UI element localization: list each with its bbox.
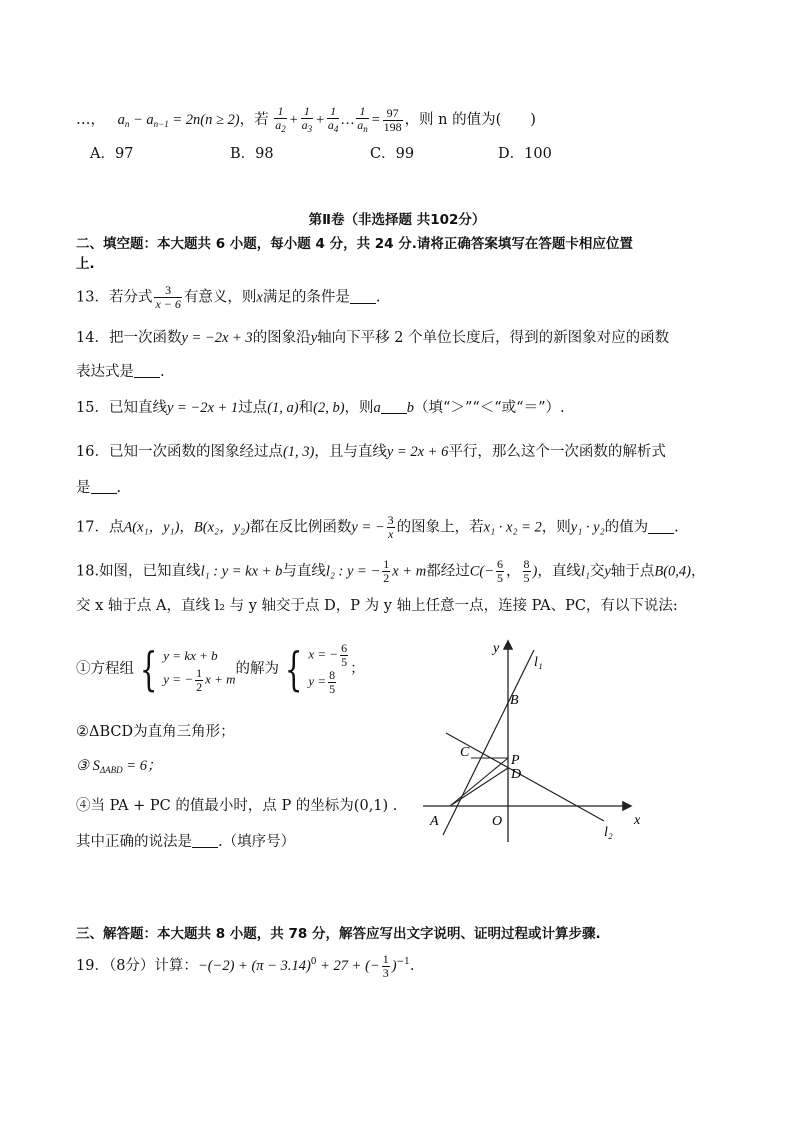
q18-l1-equation: l₁ : y = kx + b bbox=[200, 563, 283, 580]
q15-point2: (2, b) bbox=[313, 400, 345, 416]
line-l1 bbox=[443, 650, 534, 835]
q14-text2: 的图象沿 bbox=[252, 330, 311, 346]
q12-recurrence: $a_n - a_{n-1} = 2n(n \ge 2)$ bbox=[117, 111, 240, 129]
q13-text3: 满足的条件是 bbox=[262, 289, 350, 306]
q13 bbox=[76, 284, 380, 311]
q18-c-close: ) bbox=[532, 563, 538, 580]
q15-a: a bbox=[373, 400, 381, 416]
q18-c-x: $\frac{6}{5}$ bbox=[497, 557, 503, 585]
q13-text: 若分式 bbox=[108, 289, 153, 306]
label-l2: l₂ bbox=[604, 825, 613, 840]
q12-ask: ，则 n 的值为( ) bbox=[404, 111, 536, 128]
q12-option-b: B．98 bbox=[230, 146, 274, 162]
label-a: A bbox=[430, 814, 439, 829]
q17-text2: 都在反比例函数 bbox=[249, 519, 352, 536]
segment-ad bbox=[450, 768, 508, 806]
q18-text: 如图，已知直线 bbox=[99, 563, 201, 580]
q17-sep: ， bbox=[179, 519, 194, 536]
q18-figure bbox=[418, 630, 648, 850]
q14-end: . bbox=[160, 364, 165, 380]
section3-heading: 三、解答题：本大题共 8 小题，共 78 分，解答应写出文字说明、证明过程或计算步骤. bbox=[76, 926, 601, 942]
q18-pass: 都经过 bbox=[426, 563, 470, 580]
section2-heading-tail: 上. bbox=[76, 256, 95, 272]
q14-function: y = −2x + 3 bbox=[181, 330, 253, 346]
q18-text3: ，直线 bbox=[537, 563, 581, 580]
q12-option-c: C．99 bbox=[370, 146, 415, 162]
q12-sum: $\frac{1}{a_2}$ + $\frac{1}{a_3}$ + $\frac{1}{a_4}$ … $\frac{1}{a_n}$ = $\frac{97}{198}$ bbox=[275, 104, 402, 134]
q18-s3-label: ③ S bbox=[76, 758, 100, 774]
q14-axis: y bbox=[310, 330, 318, 346]
q18-s3-rest: = 6； bbox=[122, 758, 162, 774]
q17-ask2: 的值为 bbox=[604, 519, 649, 536]
q12-option-d: D．100 bbox=[498, 146, 552, 162]
segment-ap bbox=[450, 758, 508, 806]
q15-number: 15． bbox=[76, 400, 109, 416]
q18-s3-sub: ΔABD bbox=[99, 765, 123, 775]
q15-b: b bbox=[406, 400, 415, 416]
q18-l1-name: l₁ bbox=[580, 563, 590, 580]
q16-end: . bbox=[116, 480, 122, 496]
q15-hint: （填“＞”“＜“或“＝”）. bbox=[414, 400, 565, 416]
q17-fraction: $\frac{3}{x}$ bbox=[387, 513, 394, 541]
q18-c-sep: ， bbox=[506, 563, 521, 580]
q19-expr: −(−2) + (π − 3.14) bbox=[197, 958, 311, 974]
q14-text: 把一次函数 bbox=[108, 330, 182, 346]
q18-line2: 交 x 轴于点 A，直线 l₂ 与 y 轴交于点 D，P 为 y 轴上任意一点，连接 PA、PC，有以下说法: bbox=[76, 598, 678, 614]
q17-point-a: A(x₁，y₁) bbox=[123, 519, 180, 536]
q16-text3: 平行，那么这个一次函数的解析式 bbox=[448, 444, 666, 460]
q18-statement-2: ②ΔBCD为直角三角形； bbox=[76, 724, 235, 740]
q18-s1-solution: x = − $\frac{6}{5}$ y = $\frac{8}{5}$ bbox=[308, 641, 348, 696]
label-o: O bbox=[492, 814, 503, 829]
q18-statement-3 bbox=[76, 756, 161, 780]
q16-line2 bbox=[76, 478, 121, 498]
q14-line2 bbox=[76, 362, 165, 382]
label-x: x bbox=[634, 813, 641, 828]
q18-statement-1 bbox=[76, 642, 365, 708]
left-brace-icon: { bbox=[284, 642, 303, 696]
q18-l2-equation: l₂ : y = − bbox=[325, 563, 381, 580]
q14-text3: 轴向下平移 2 个单位长度后，得到的新图象对应的函数 bbox=[317, 330, 670, 346]
q16-text4: 是 bbox=[76, 480, 91, 496]
q17-point-b: B(x₂，y₂) bbox=[193, 519, 250, 536]
q18-text5: 轴于点 bbox=[610, 563, 655, 580]
q18-ask-end: .（填序号） bbox=[218, 834, 296, 850]
part2-title: 第Ⅱ卷（非选择题 共102分） bbox=[308, 212, 486, 228]
q13-fraction: $\frac{3}{x - 6}$ bbox=[155, 283, 181, 311]
q18-s1-system: y = kx + b y = − $\frac{1}{2}$ x + m bbox=[163, 647, 236, 694]
q15-then: ，则 bbox=[344, 400, 374, 416]
q19-expr-close: ) bbox=[391, 958, 397, 974]
q13-text2: 有意义，则 bbox=[183, 289, 257, 306]
q15-point1: (1, a) bbox=[267, 400, 299, 416]
q17-number: 17． bbox=[76, 519, 109, 536]
q17-function: y = − bbox=[351, 519, 385, 536]
line-l2 bbox=[446, 733, 604, 821]
q18-ask-text: 其中正确的说法是 bbox=[76, 834, 192, 850]
label-y: y bbox=[493, 641, 500, 656]
q19 bbox=[76, 952, 414, 980]
q14-answer-blank[interactable] bbox=[134, 363, 160, 378]
q19-number: 19． bbox=[76, 958, 109, 974]
q18-s1-end: ； bbox=[350, 661, 365, 677]
q15-function: y = −2x + 1 bbox=[166, 400, 239, 416]
q19-points: （8分）计算： bbox=[108, 958, 198, 974]
q17-text3: 的图象上，若 bbox=[396, 519, 484, 536]
q18-point-c: C(− bbox=[469, 563, 494, 580]
q18-l2-fraction: $\frac{1}{2}$ bbox=[383, 557, 390, 585]
q17-ask: ，则 bbox=[541, 519, 571, 536]
q12-option-a: A．97 bbox=[90, 146, 134, 162]
q18-l2-equation-tail: x + m bbox=[392, 563, 427, 580]
q13-var: x bbox=[256, 289, 263, 306]
q12-condition-intro: ，若 bbox=[239, 111, 269, 128]
q18-statement-4: ④当 PA + PC 的值最小时，点 P 的坐标为(0,1) . bbox=[76, 798, 398, 814]
q16-number: 16． bbox=[76, 444, 109, 460]
q15-answer-blank[interactable] bbox=[381, 399, 407, 414]
q13-number: 13． bbox=[76, 289, 109, 306]
q17 bbox=[76, 514, 679, 541]
q16-line1 bbox=[76, 442, 666, 462]
q16-text2: ，且与直线 bbox=[314, 444, 387, 460]
q12-prefix: …， bbox=[76, 111, 105, 128]
label-b: B bbox=[510, 693, 519, 708]
q19-exp0: 0 bbox=[310, 957, 317, 967]
q19-expr-mid: + 27 + (− bbox=[316, 958, 380, 974]
q18-ask bbox=[76, 832, 295, 852]
q18-tail: ， bbox=[691, 563, 706, 580]
q15 bbox=[76, 398, 565, 418]
section2-heading: 二、填空题：本大题共 6 小题，每小题 4 分，共 24 分.请将正确答案填写在答题卡相应位置 bbox=[76, 236, 633, 252]
q18-s1-mid: 的解为 bbox=[235, 661, 280, 677]
q18-number: 18. bbox=[76, 563, 100, 580]
q15-text2: 过点 bbox=[238, 400, 268, 416]
label-d: D bbox=[511, 767, 522, 782]
q18-s1-label: ①方程组 bbox=[76, 661, 134, 677]
q15-and: 和 bbox=[298, 400, 314, 416]
q19-exp1: −1 bbox=[396, 957, 410, 967]
q18-yaxis: y bbox=[604, 563, 611, 580]
q19-fraction: $\frac{1}{3}$ bbox=[382, 951, 389, 980]
q14-line1 bbox=[76, 328, 669, 348]
left-brace-icon: { bbox=[139, 642, 158, 696]
q19-end: . bbox=[409, 958, 415, 974]
q18-point-b: B(0,4) bbox=[654, 563, 691, 580]
q17-expression: y₁ · y₂ bbox=[570, 519, 605, 536]
label-l1: l₁ bbox=[534, 655, 543, 670]
label-p: P bbox=[511, 753, 520, 768]
label-c: C bbox=[460, 745, 470, 760]
q17-condition: x₁ · x₂ = 2 bbox=[483, 519, 542, 536]
q12-recurrence-line bbox=[76, 105, 536, 136]
q16-text: 已知一次函数的图象经过点 bbox=[108, 444, 283, 460]
q13-end: . bbox=[375, 289, 381, 306]
q15-text: 已知直线 bbox=[108, 400, 167, 416]
q16-answer-blank[interactable] bbox=[91, 479, 117, 494]
q14-text4: 表达式是 bbox=[76, 364, 134, 380]
q18-answer-blank[interactable] bbox=[192, 833, 218, 848]
q13-answer-blank[interactable] bbox=[350, 289, 376, 304]
q16-point: (1, 3) bbox=[282, 444, 315, 460]
q18-text4: 交 bbox=[589, 563, 605, 580]
q14-number: 14． bbox=[76, 330, 109, 346]
q18-c-y: $\frac{8}{5}$ bbox=[523, 557, 530, 585]
q17-text: 点 bbox=[108, 519, 124, 536]
q16-function: y = 2x + 6 bbox=[386, 444, 449, 460]
q18-line1 bbox=[76, 558, 706, 585]
q17-answer-blank[interactable] bbox=[648, 519, 674, 534]
q18-text2: 与直线 bbox=[282, 563, 326, 580]
q17-end: . bbox=[674, 519, 679, 536]
